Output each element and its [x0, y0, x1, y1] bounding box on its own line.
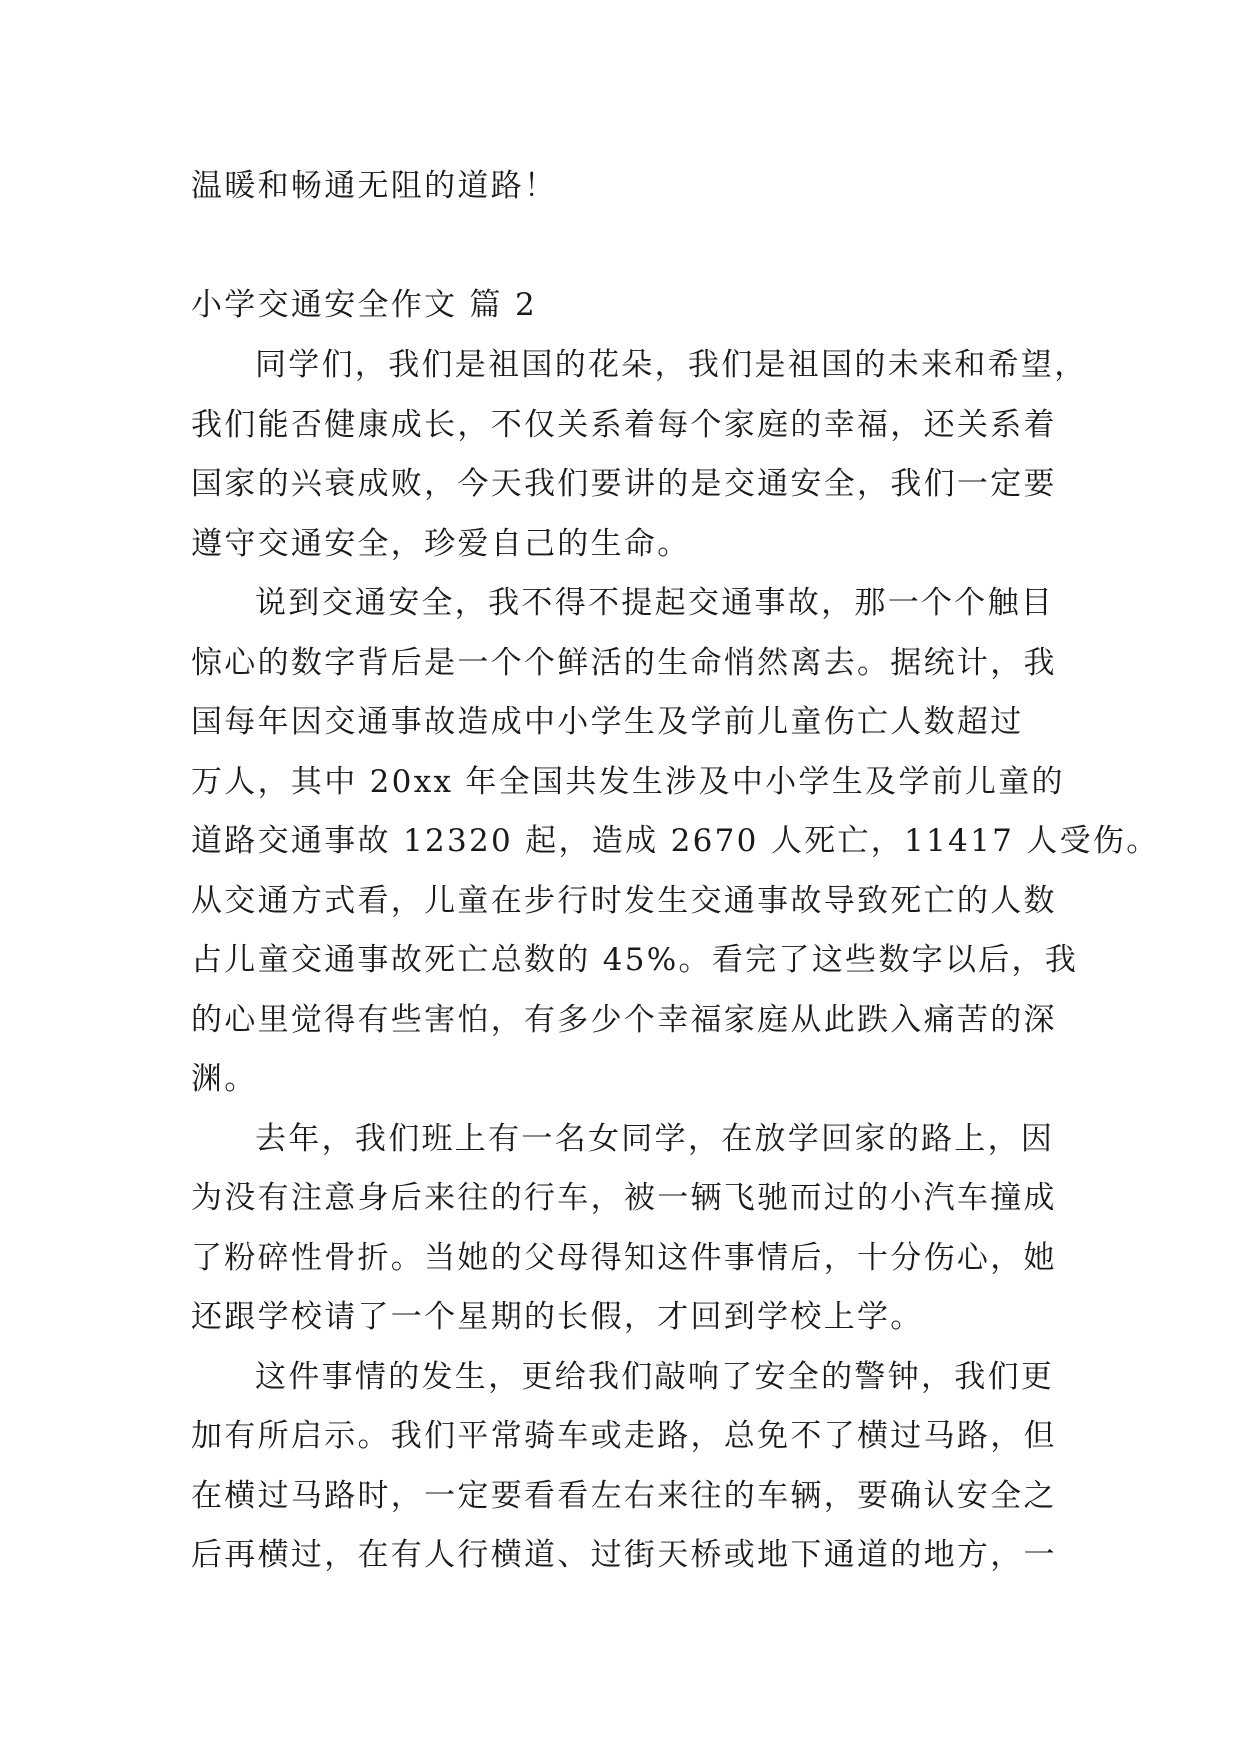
paragraph-1-line-2: 我们能否健康成长，不仅关系着每个家庭的幸福，还关系着: [191, 407, 1057, 443]
paragraph-2-line-4: 万人，其中 20xx 年全国共发生涉及中小学生及学前儿童的: [191, 764, 1065, 800]
paragraph-1-line-3: 国家的兴衰成败，今天我们要讲的是交通安全，我们一定要: [191, 466, 1057, 502]
paragraph-3-line-2: 为没有注意身后来往的行车，被一辆飞驰而过的小汽车撞成: [191, 1180, 1057, 1216]
paragraph-4-line-4: 后再横过，在有人行横道、过街天桥或地下通道的地方，一: [191, 1537, 1057, 1573]
paragraph-2-line-8: 的心里觉得有些害怕，有多少个幸福家庭从此跌入痛苦的深: [191, 1002, 1057, 1038]
paragraph-4-line-1: 这件事情的发生，更给我们敲响了安全的警钟，我们更: [255, 1359, 1055, 1395]
paragraph-4-line-3: 在横过马路时，一定要看看左右来往的车辆，要确认安全之: [191, 1478, 1057, 1514]
paragraph-3-line-4: 还跟学校请了一个星期的长假，才回到学校上学。: [191, 1299, 924, 1335]
paragraph-1-line-1: 同学们，我们是祖国的花朵，我们是祖国的未来和希望，: [255, 347, 1088, 383]
paragraph-2-line-2: 惊心的数字背后是一个个鲜活的生命悄然离去。据统计，我: [191, 645, 1057, 681]
paragraph-1-line-4: 遵守交通安全，珍爱自己的生命。: [191, 526, 691, 562]
lead-line: 温暖和畅通无阻的道路！: [191, 168, 558, 204]
paragraph-3-line-1: 去年，我们班上有一名女同学，在放学回家的路上，因: [255, 1121, 1055, 1157]
section-title: 小学交通安全作文 篇 2: [191, 287, 538, 323]
paragraph-2-line-6: 从交通方式看，儿童在步行时发生交通事故导致死亡的人数: [191, 883, 1057, 919]
paragraph-2-line-3: 国每年因交通事故造成中小学生及学前儿童伤亡人数超过: [191, 704, 1024, 740]
paragraph-3-line-3: 了粉碎性骨折。当她的父母得知这件事情后，十分伤心，她: [191, 1240, 1057, 1276]
paragraph-2-line-1: 说到交通安全，我不得不提起交通事故，那一个个触目: [255, 585, 1055, 621]
paragraph-4-line-2: 加有所启示。我们平常骑车或走路，总免不了横过马路，但: [191, 1418, 1057, 1454]
paragraph-2-line-9: 渊。: [191, 1061, 258, 1097]
paragraph-2-line-5: 道路交通事故 12320 起，造成 2670 人死亡，11417 人受伤。: [191, 823, 1160, 859]
paragraph-2-line-7: 占儿童交通事故死亡总数的 45%。看完了这些数字以后，我: [191, 942, 1079, 978]
